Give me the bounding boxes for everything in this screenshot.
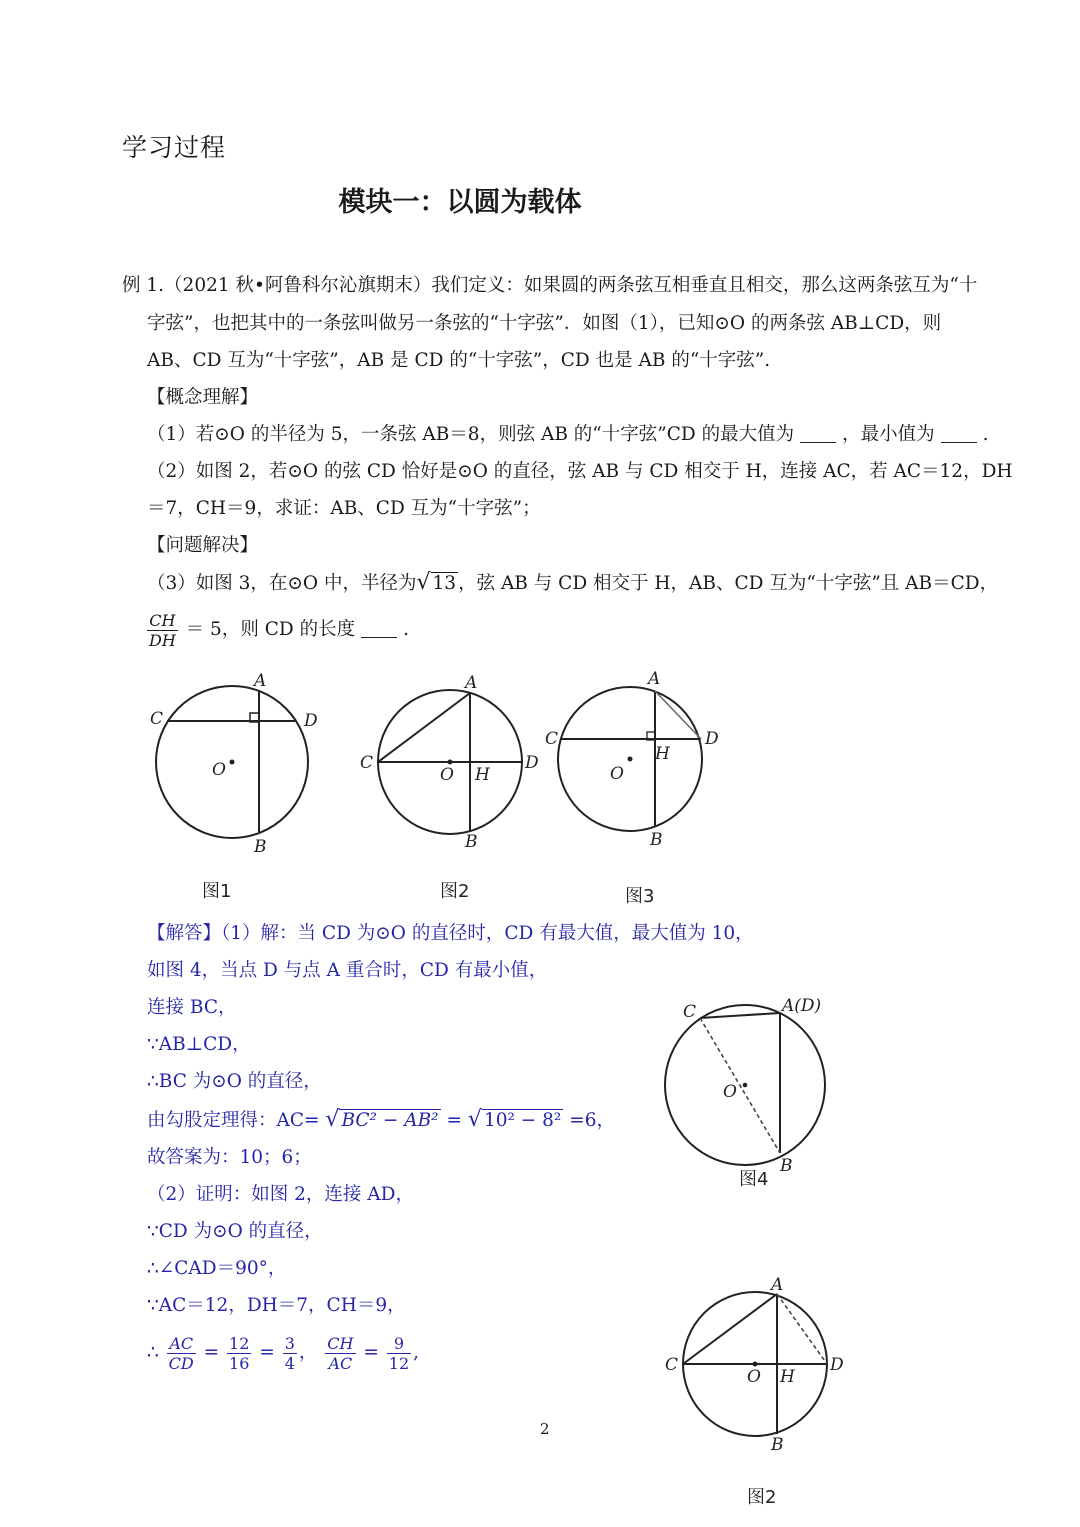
figure-1 xyxy=(150,671,318,902)
radical-sign: √ xyxy=(325,1107,340,1132)
label-b: B xyxy=(465,832,478,852)
label-a: A xyxy=(254,671,267,691)
numerator: CH xyxy=(327,1333,354,1353)
denominator: 4 xyxy=(284,1353,295,1373)
numerator: AC xyxy=(167,1334,196,1354)
figure-2-repeat xyxy=(650,1270,860,1515)
section-heading: 学习过程 xyxy=(122,133,227,162)
question-1 xyxy=(147,423,988,447)
fraction-9-12 xyxy=(387,1334,411,1373)
radius-value: 13 xyxy=(432,573,457,594)
label-o: O xyxy=(212,760,226,780)
label-b: B xyxy=(254,837,267,857)
label-o: O xyxy=(723,1082,737,1102)
question-3-text-c: ＝ 5，则 CD 的长度 xyxy=(185,619,356,640)
denominator: 16 xyxy=(229,1353,250,1373)
ratio-fraction xyxy=(147,611,178,650)
numerator: 9 xyxy=(387,1334,411,1354)
equals-sign: = xyxy=(203,1342,220,1363)
label-b: B xyxy=(771,1435,784,1455)
problem-intro-1: 我们定义：如果圆的两条弦互相垂直且相交，那么这两条弦互为“十 xyxy=(431,275,978,296)
question-3-text-b: ，弦 AB 与 CD 相交于 H，AB、CD 互为“十字弦”且 AB＝CD， xyxy=(458,573,999,594)
denominator: 12 xyxy=(388,1353,410,1373)
denominator: CD xyxy=(168,1353,194,1373)
label-a-d: A(D) xyxy=(782,996,822,1016)
figure-1-caption: 图1 xyxy=(202,881,232,902)
page-number: 2 xyxy=(540,1420,550,1438)
module-title: 模块一：以圆为载体 xyxy=(338,187,582,218)
answer-line-10: ∴∠CAD＝90°， xyxy=(147,1258,287,1279)
question-3-end: . xyxy=(403,619,409,640)
problem-intro-line-1 xyxy=(122,274,977,298)
figure-4-caption: 图4 xyxy=(739,1169,769,1190)
answer-line-12 xyxy=(147,1330,419,1376)
answer-text-1: （1）解：当 CD 为⊙O 的直径时，CD 有最大值，最大值为 10， xyxy=(221,923,754,944)
answer-line-8: （2）证明：如图 2，连接 AD， xyxy=(147,1184,414,1205)
label-c: C xyxy=(545,729,559,749)
label-h: H xyxy=(475,765,490,785)
answer-blank xyxy=(361,619,397,638)
label-d: D xyxy=(705,729,719,749)
numerator: 3 xyxy=(284,1333,295,1353)
equals-sign: = xyxy=(363,1342,379,1363)
label-o: O xyxy=(747,1367,761,1387)
concept-heading: 【概念理解】 xyxy=(147,387,259,408)
question-3-line-1 xyxy=(147,571,998,596)
fraction-12-16 xyxy=(227,1334,251,1373)
label-h: H xyxy=(780,1367,795,1387)
fraction-ac-cd xyxy=(167,1334,196,1373)
question-1-text-b: ，最小值为 xyxy=(842,424,935,445)
radicand-1: BC² − AB² xyxy=(341,1110,439,1131)
numerator: 12 xyxy=(229,1333,250,1353)
question-2-line-2: ＝7，CH＝9，求证：AB、CD 互为“十字弦”； xyxy=(147,498,541,519)
equals-sign: = xyxy=(259,1342,275,1363)
pythagoras-result: =6， xyxy=(569,1110,616,1131)
figures-1-3 xyxy=(140,662,730,912)
label-h: H xyxy=(655,744,670,764)
label-a: A xyxy=(648,669,661,689)
answer-line-6 xyxy=(147,1108,615,1133)
answer-line-4: ∵AB⊥CD， xyxy=(147,1034,251,1055)
comma: ， xyxy=(298,1342,318,1363)
question-3-line-2 xyxy=(145,608,409,652)
problem-intro-line-2: 字弦”，也把其中的一条弦叫做另一条弦的“十字弦”．如图（1），已知⊙O 的两条弦 AB⊥CD，则 xyxy=(147,313,942,334)
problem-source: （2021 秋•阿鲁科尔沁旗期末） xyxy=(164,275,432,296)
label-a: A xyxy=(771,1275,784,1295)
figure-2 xyxy=(360,673,539,902)
question-1-text: （1）若⊙O 的半径为 5，一条弦 AB＝8，则弦 AB 的“十字弦”CD 的最大值为 xyxy=(147,424,795,445)
answer-line-11: ∵AC＝12，DH＝7，CH＝9， xyxy=(147,1295,406,1316)
equals-sign: = xyxy=(446,1110,463,1131)
label-d: D xyxy=(830,1355,844,1375)
label-c: C xyxy=(360,753,374,773)
fraction-denominator: DH xyxy=(149,630,176,650)
radical-sign: √ xyxy=(467,1107,482,1132)
figure-2-repeat-caption: 图2 xyxy=(747,1487,777,1508)
figure-4 xyxy=(650,985,850,1195)
question-3-text: （3）如图 3，在⊙O 中，半径为 xyxy=(147,573,417,594)
question-2-line-1: （2）如图 2，若⊙O 的弦 CD 恰好是⊙O 的直径，弦 AB 与 CD 相交于 H，连接 AC，若 AC＝12，DH xyxy=(147,461,1013,482)
question-1-end: . xyxy=(982,424,989,445)
label-c: C xyxy=(150,709,164,729)
label-c: C xyxy=(665,1355,679,1375)
denominator: AC xyxy=(328,1353,353,1373)
label-d: D xyxy=(304,711,318,731)
problem-label: 例 1. xyxy=(122,275,165,296)
answer-blank xyxy=(941,424,977,443)
therefore-sign: ∴ xyxy=(147,1342,159,1363)
fraction-ch-ac xyxy=(325,1334,355,1373)
answer-line-2: 如图 4，当点 D 与点 A 重合时，CD 有最小值， xyxy=(147,960,548,981)
problem-intro-line-3: AB、CD 互为“十字弦”，AB 是 CD 的“十字弦”，CD 也是 AB 的“十字弦”. xyxy=(147,350,771,371)
answer-line-7: 故答案为：10；6； xyxy=(147,1147,312,1168)
figure-3 xyxy=(545,669,719,907)
label-a: A xyxy=(465,673,478,693)
answer-blank xyxy=(800,424,836,443)
figure-2-caption: 图2 xyxy=(440,881,470,902)
solve-heading: 【问题解决】 xyxy=(147,535,259,556)
label-o: O xyxy=(440,765,454,785)
label-b: B xyxy=(780,1156,793,1176)
answer-line-5: ∴BC 为⊙O 的直径， xyxy=(147,1071,322,1092)
fraction-numerator: CH xyxy=(147,611,178,631)
label-o: O xyxy=(610,764,624,784)
answer-line-1 xyxy=(147,922,754,946)
radical-sign: √ xyxy=(416,570,431,595)
label-c: C xyxy=(683,1002,697,1022)
label-b: B xyxy=(650,830,663,850)
radicand-2: 10² − 8² xyxy=(483,1110,562,1131)
end-punct: , xyxy=(413,1342,420,1363)
answer-line-3: 连接 BC， xyxy=(147,997,237,1018)
pythagoras-text: 由勾股定理得：AC= xyxy=(147,1110,320,1131)
figure-3-caption: 图3 xyxy=(625,886,655,907)
answer-tag: 【解答】 xyxy=(147,923,222,944)
answer-line-9: ∵CD 为⊙O 的直径， xyxy=(147,1221,323,1242)
fraction-3-4 xyxy=(283,1334,297,1373)
label-d: D xyxy=(525,753,539,773)
